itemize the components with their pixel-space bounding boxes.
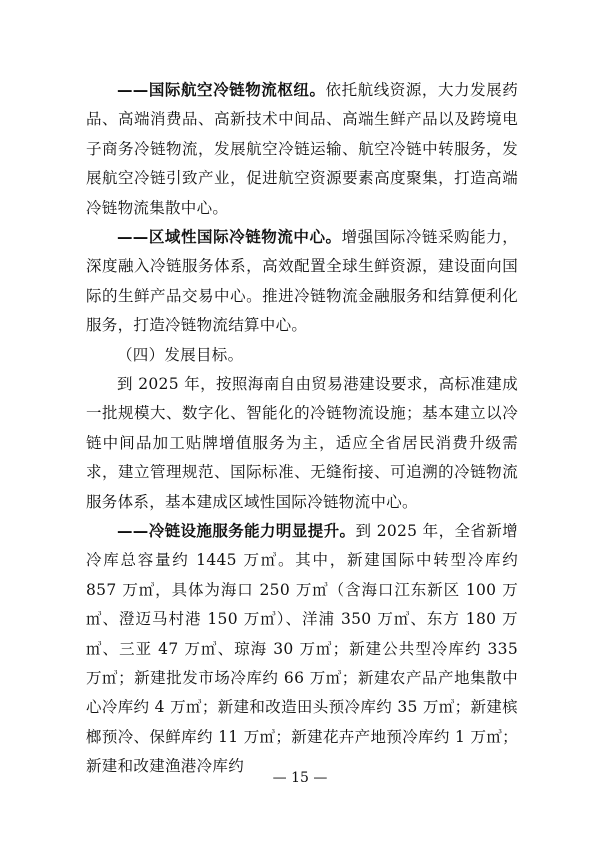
paragraph-text: 到 2025 年，全省新增冷库总容量约 1445 万㎥。其中，新建国际中转型冷库约 857 万㎥，具体为海口 250 万㎥（含海口江东新区 100 万㎥、澄迈马村港 150 万㎥）、洋浦 350 万㎥、东方 180 万㎥、三亚 47 万㎥、琼海 30 万㎥；新建公共型冷库约 335 万㎥；新建批发市场冷库约 66 万㎥；新建农产品产地集散中心冷库约 4 万㎥；新建和改造田头预冷库约 35 万㎥；新建槟榔预冷、保鲜库约 11 万㎥；新建花卉产地预冷库约 1 万㎥；新建和改建渔港冷库约	[86, 522, 518, 776]
paragraph-development-goals	[86, 370, 518, 517]
paragraph-text: 到 2025 年，按照海南自由贸易港建设要求，高标准建成一批规模大、数字化、智能化的冷链物流设施；基本建立以冷链中间品加工贴牌增值服务为主，适应全省居民消费升级需求，建立管理规范、国际标准、无缝衔接、可追溯的冷链物流服务体系，基本建成区域性国际冷链物流中心。	[86, 375, 518, 511]
paragraph-lead: ——国际航空冷链物流枢纽。	[117, 81, 326, 99]
paragraph-lead: ——冷链设施服务能力明显提升。	[117, 522, 356, 540]
paragraph-text: 依托航线资源，大力发展药品、高端消费品、高新技术中间品、高端生鲜产品以及跨境电子商务冷链物流，发展航空冷链运输、航空冷链中转服务，发展航空冷链引致产业，促进航空资源要素高度聚集，打造高端冷链物流集散中心。	[86, 81, 518, 217]
section-heading-text: （四）发展目标。	[117, 346, 244, 364]
page-number: — 15 —	[272, 770, 328, 786]
paragraph-lead: ——区域性国际冷链物流中心。	[117, 228, 342, 246]
paragraph-regional-center	[86, 223, 518, 341]
paragraph-text: 增强国际冷链采购能力，深度融入冷链服务体系，高效配置全球生鲜资源，建设面向国际的生鲜产品交易中心。推进冷链物流金融服务和结算便利化服务，打造冷链物流结算中心。	[86, 228, 518, 335]
paragraph-aviation-hub	[86, 76, 518, 223]
section-heading	[86, 341, 518, 370]
paragraph-facility-capacity	[86, 517, 518, 782]
